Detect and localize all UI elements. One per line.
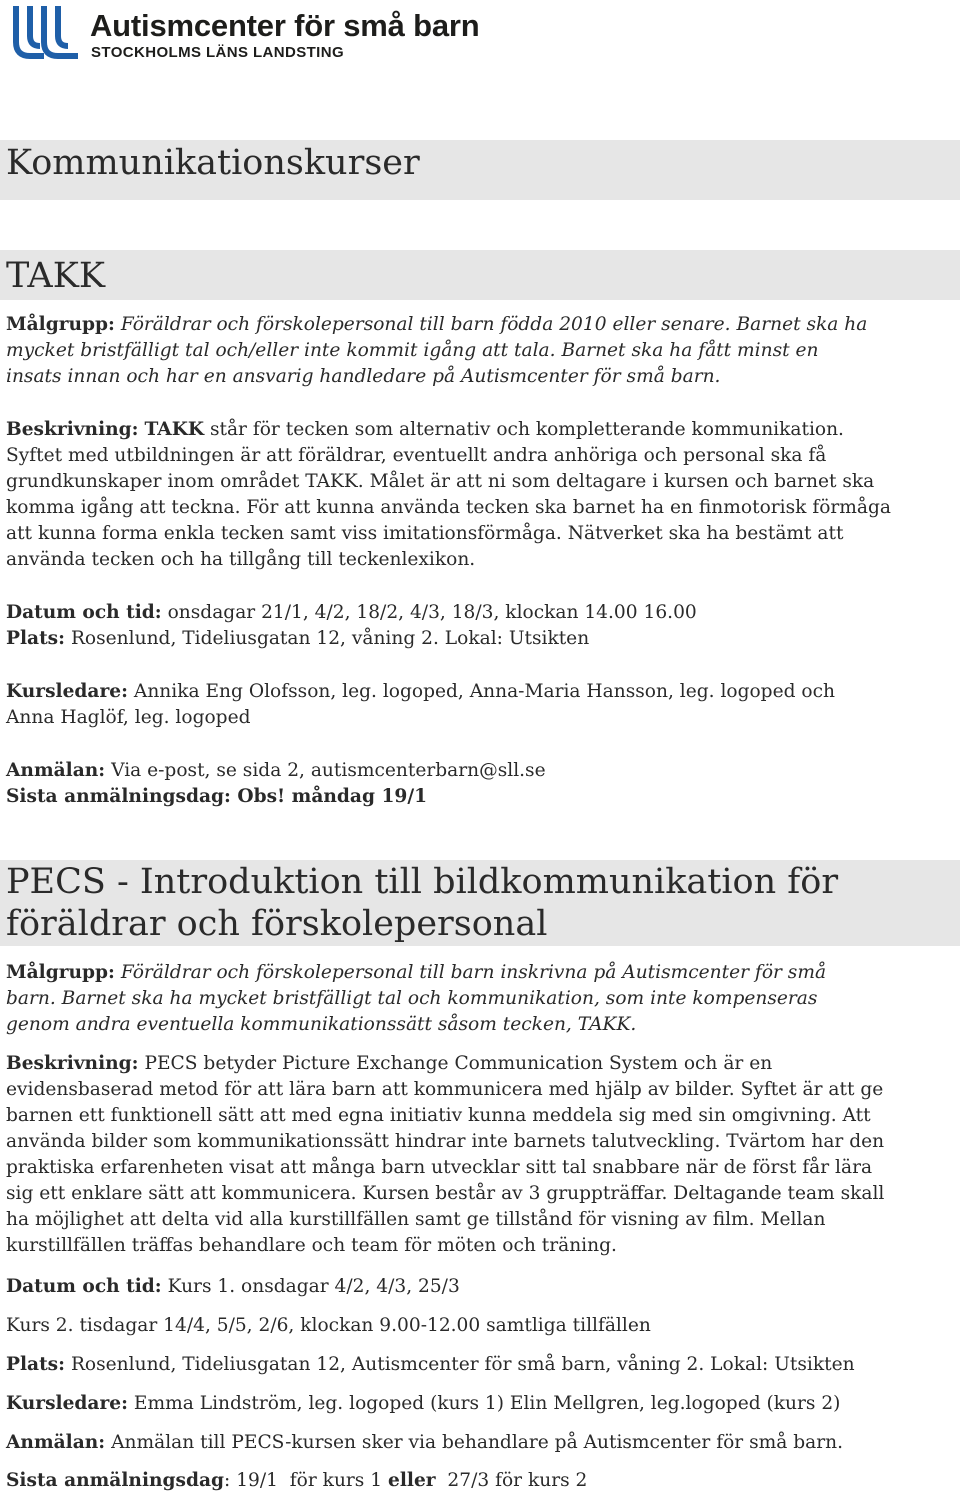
takk-kursledare-value: Anna Haglöf, leg. logoped	[6, 707, 251, 728]
page-title: Kommunikationskurser	[6, 143, 420, 183]
takk-datum-label: Datum och tid:	[6, 602, 162, 623]
pecs-sista-eller: eller	[388, 1470, 436, 1491]
pecs-beskrivning-text: ha möjlighet att delta vid alla kurstillfällen samt ge tillstånd för visning av film. Mellan	[6, 1209, 826, 1230]
pecs-beskrivning-text: praktiska erfarenheten visat att många barn utvecklar sitt tal snabbare när de först får lära	[6, 1157, 873, 1178]
takk-malgrupp-text: mycket bristfälligt tal och/eller inte kommit igång att tala. Barnet ska ha fått minst en	[6, 340, 819, 361]
pecs-beskrivning-text: kurstillfällen träffas behandlare och team för möten och träning.	[6, 1235, 617, 1256]
takk-beskrivning-text: Syftet med utbildningen är att föräldrar, eventuellt andra anhöriga och personal ska få	[6, 445, 827, 466]
pecs-sista-label: Sista anmälningsdag	[6, 1470, 225, 1491]
pecs-anmalan-value: Anmälan till PECS-kursen sker via behandlare på Autismcenter för små barn.	[111, 1432, 844, 1453]
pecs-beskrivning-text: sig ett enklare sätt att kommunicera. Kursen består av 3 gruppträffar. Deltagande team skall	[6, 1183, 885, 1204]
org-subtitle: STOCKHOLMS LÄNS LANDSTING	[91, 44, 345, 61]
takk-plats-line	[6, 626, 589, 652]
takk-beskrivning-text: använda tecken och ha tillgång till teckenlexikon.	[6, 549, 476, 570]
takk-kursledare-value: Annika Eng Olofsson, leg. logoped, Anna-Maria Hansson, leg. logoped och	[133, 681, 835, 702]
pecs-kursledare-label: Kursledare:	[6, 1393, 128, 1414]
pecs-title-line1: PECS - Introduktion till bildkommunikation för	[6, 862, 839, 902]
pecs-sista-line	[6, 1468, 587, 1494]
takk-beskrivning-line	[6, 417, 844, 443]
pecs-beskrivning-text: PECS betyder Picture Exchange Communication System och är en	[144, 1053, 773, 1074]
org-logo	[4, 2, 534, 64]
pecs-datum-label: Datum och tid:	[6, 1276, 162, 1297]
pecs-title-line2: föräldrar och förskolepersonal	[6, 904, 548, 944]
pecs-malgrupp-text: genom andra eventuella kommunikationssätt såsom tecken, TAKK.	[6, 1014, 637, 1035]
takk-beskrivning-text: står för tecken som alternativ och kompletterande kommunikation.	[209, 419, 844, 440]
takk-sista-anmalningsdag: Sista anmälningsdag: Obs! måndag 19/1	[6, 786, 428, 807]
pecs-anmalan-label: Anmälan:	[6, 1432, 106, 1453]
pecs-datum-value: Kurs 1. onsdagar 4/2, 4/3, 25/3	[167, 1276, 460, 1297]
pecs-anmalan-line	[6, 1430, 843, 1456]
pecs-sista-value: 27/3 för kurs 2	[435, 1470, 588, 1491]
takk-plats-label: Plats:	[6, 628, 66, 649]
takk-kursledare-line	[6, 679, 835, 705]
takk-datum-value: onsdagar 21/1, 4/2, 18/2, 4/3, 18/3, klockan 14.00 16.00	[167, 602, 697, 623]
takk-anmalan-value: Via e-post, se sida 2, autismcenterbarn@sll.se	[111, 760, 546, 781]
takk-beskrivning-label: Beskrivning:	[6, 419, 139, 440]
takk-malgrupp-line	[6, 312, 867, 338]
takk-title: TAKK	[6, 256, 106, 296]
takk-beskrivning-takk: TAKK	[144, 419, 205, 440]
pecs-plats-label: Plats:	[6, 1354, 66, 1375]
pecs-datum-line	[6, 1274, 460, 1300]
pecs-beskrivning-line	[6, 1051, 772, 1077]
takk-kursledare-label: Kursledare:	[6, 681, 128, 702]
pecs-sista-value: : 19/1 för kurs 1	[224, 1470, 388, 1491]
takk-malgrupp-text: insats innan och har en ansvarig handledare på Autismcenter för små barn.	[6, 366, 721, 387]
takk-beskrivning-text: grundkunskaper inom området TAKK. Målet är att ni som deltagare i kursen och barnet ska	[6, 471, 875, 492]
takk-plats-value: Rosenlund, Tideliusgatan 12, våning 2. Lokal: Utsikten	[70, 628, 590, 649]
takk-datum-line	[6, 600, 697, 626]
takk-title-band	[0, 250, 960, 300]
pecs-plats-value: Rosenlund, Tideliusgatan 12, Autismcenter för små barn, våning 2. Lokal: Utsikten	[70, 1354, 855, 1375]
takk-anmalan-line	[6, 758, 546, 784]
pecs-kursledare-line	[6, 1391, 840, 1417]
takk-beskrivning-text: att kunna forma enkla tecken samt viss imitationsförmåga. Nätverket ska ha bestämt att	[6, 523, 844, 544]
pecs-kursledare-value: Emma Lindström, leg. logoped (kurs 1) Elin Mellgren, leg.logoped (kurs 2)	[133, 1393, 841, 1414]
pecs-plats-line	[6, 1352, 855, 1378]
org-logo-mark-icon	[4, 4, 80, 62]
pecs-beskrivning-text: använda bilder som kommunikationssätt hindrar inte barnets talutveckling. Tvärtom har den	[6, 1131, 885, 1152]
pecs-beskrivning-label: Beskrivning:	[6, 1053, 139, 1074]
pecs-kurs2: Kurs 2. tisdagar 14/4, 5/5, 2/6, klockan 9.00-12.00 samtliga tillfällen	[6, 1315, 651, 1336]
takk-malgrupp-label: Målgrupp:	[6, 314, 115, 335]
pecs-malgrupp-text: barn. Barnet ska ha mycket bristfälligt tal och kommunikation, som inte kompenseras	[6, 988, 818, 1009]
org-name: Autismcenter för små barn	[90, 8, 480, 43]
pecs-malgrupp-line	[6, 960, 826, 986]
pecs-beskrivning-text: barnen ett funktionell sätt att med egna initiativ kunna meddela sig med sin omgivning. Att	[6, 1105, 871, 1126]
takk-malgrupp-text: Föräldrar och förskolepersonal till barn födda 2010 eller senare. Barnet ska ha	[120, 314, 868, 335]
takk-anmalan-label: Anmälan:	[6, 760, 106, 781]
pecs-malgrupp-text: Föräldrar och förskolepersonal till barn inskrivna på Autismcenter för små	[120, 962, 827, 983]
pecs-beskrivning-text: evidensbaserad metod för att lära barn att kommunicera med hjälp av bilder. Syftet är att ge	[6, 1079, 884, 1100]
pecs-malgrupp-label: Målgrupp:	[6, 962, 115, 983]
takk-beskrivning-text: komma igång att teckna. För att kunna använda tecken ska barnet ha en finmotorisk förmåga	[6, 497, 891, 518]
